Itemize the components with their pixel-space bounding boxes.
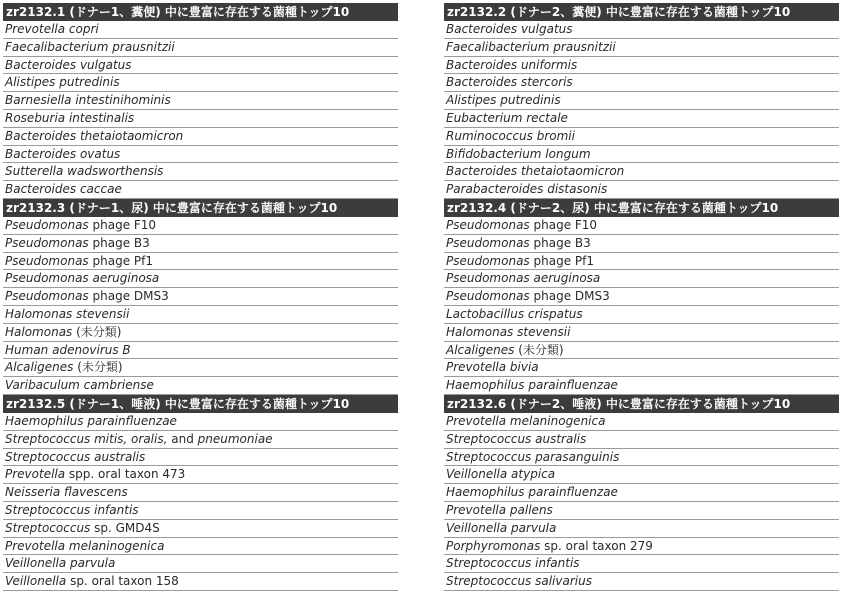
- table-row: [444, 235, 839, 253]
- table-row: [444, 306, 839, 324]
- table-row: [3, 466, 398, 484]
- species-name-part: Pseudomonas aeruginosa: [446, 271, 601, 286]
- species-name-part: phage DMS3: [529, 289, 610, 304]
- species-name-part: Halomonas stevensii: [5, 306, 130, 321]
- table-row: [3, 306, 398, 324]
- species-name-part: phage B3: [529, 235, 591, 250]
- species-name-part: Barnesiella intestinihominis: [5, 93, 171, 108]
- species-table: [3, 395, 398, 591]
- table-row: [3, 21, 398, 39]
- species-name-part: Streptococcus australis: [446, 431, 587, 446]
- species-name-part: Alistipes putredinis: [5, 75, 120, 90]
- table-title: zr2132.3 (ドナー1、尿) 中に豊富に存在する菌種トップ10: [3, 199, 398, 217]
- table-row: [3, 253, 398, 271]
- species-name-part: Eubacterium rectale: [446, 110, 568, 125]
- species-name-part: sp. GMD4S: [90, 520, 160, 535]
- table-row: [3, 431, 398, 449]
- species-name-part: Prevotella: [5, 467, 66, 482]
- species-name-part: phage F10: [88, 217, 157, 232]
- species-name-part: Varibaculum cambriense: [5, 378, 154, 393]
- table-row: [444, 377, 839, 395]
- species-name-part: Faecalibacterium prausnitzii: [446, 39, 616, 54]
- species-name-part: sp. oral taxon 279: [540, 538, 653, 553]
- species-name-part: Ruminococcus bromii: [446, 128, 575, 143]
- species-name-part: Bacteroides ovatus: [5, 146, 121, 161]
- table-row: [3, 217, 398, 235]
- table-row: [3, 502, 398, 520]
- table-row: [444, 181, 839, 199]
- table-row: [444, 92, 839, 110]
- table-row: [3, 359, 398, 377]
- species-name-part: Bacteroides vulgatus: [5, 57, 132, 72]
- species-table: [3, 199, 398, 395]
- species-name-part: Streptococcus: [5, 520, 91, 535]
- table-row: [444, 413, 839, 431]
- species-name-part: Porphyromonas: [446, 538, 541, 553]
- table-row: [3, 74, 398, 92]
- species-name-part: and: [167, 431, 198, 446]
- species-name-part: (未分類): [73, 360, 123, 375]
- species-name-part: Halomonas: [5, 324, 73, 339]
- species-name-part: (未分類): [514, 342, 564, 357]
- species-name-part: Prevotella melaninogenica: [446, 413, 606, 428]
- species-name-part: Parabacteroides distasonis: [446, 182, 608, 197]
- table-row: [444, 573, 839, 591]
- table-row: [444, 57, 839, 75]
- species-table: [3, 3, 398, 199]
- species-name-part: Haemophilus parainfluenzae: [5, 413, 177, 428]
- species-name-part: Prevotella bivia: [446, 360, 539, 375]
- species-name-part: Alcaligenes: [446, 342, 515, 357]
- species-name-part: phage Pf1: [88, 253, 153, 268]
- species-name-part: Human adenovirus B: [5, 342, 131, 357]
- table-row: [3, 57, 398, 75]
- table-title: zr2132.4 (ドナー2、尿) 中に豊富に存在する菌種トップ10: [444, 199, 839, 217]
- table-row: [3, 538, 398, 556]
- species-name-part: Veillonella parvula: [446, 520, 557, 535]
- species-name-part: Streptococcus parasanguinis: [446, 449, 620, 464]
- species-name-part: Lactobacillus crispatus: [446, 306, 583, 321]
- table-row: [3, 181, 398, 199]
- species-name-part: Alistipes putredinis: [446, 93, 561, 108]
- table-row: [444, 449, 839, 467]
- species-name-part: Sutterella wadsworthensis: [5, 164, 164, 179]
- table-row: [3, 288, 398, 306]
- species-name-part: Bacteroides thetaiotaomicron: [5, 128, 184, 143]
- species-name-part: sp. oral taxon 158: [66, 574, 179, 589]
- table-row: [444, 163, 839, 181]
- table-title: zr2132.6 (ドナー2、唾液) 中に豊富に存在する菌種トップ10: [444, 395, 839, 413]
- table-row: [444, 502, 839, 520]
- species-name-part: Pseudomonas: [5, 235, 89, 250]
- species-name-part: Pseudomonas: [446, 289, 530, 304]
- species-table: [444, 3, 839, 199]
- species-name-part: Haemophilus parainfluenzae: [446, 485, 618, 500]
- table-row: [3, 377, 398, 395]
- species-name-part: Veillonella: [5, 574, 67, 589]
- left-column: [3, 3, 398, 591]
- species-name-part: phage B3: [88, 235, 150, 250]
- table-row: [444, 359, 839, 377]
- table-row: [444, 21, 839, 39]
- table-row: [444, 128, 839, 146]
- table-title: zr2132.2 (ドナー2、糞便) 中に豊富に存在する菌種トップ10: [444, 3, 839, 21]
- table-row: [3, 146, 398, 164]
- table-row: [444, 555, 839, 573]
- table-row: [444, 270, 839, 288]
- species-name-part: Haemophilus parainfluenzae: [446, 378, 618, 393]
- species-name-part: Bifidobacterium longum: [446, 146, 591, 161]
- table-row: [444, 431, 839, 449]
- table-row: [3, 110, 398, 128]
- table-row: [3, 484, 398, 502]
- species-name-part: Prevotella pallens: [446, 502, 553, 517]
- species-name-part: (未分類): [72, 324, 122, 339]
- table-row: [444, 466, 839, 484]
- species-name-part: Pseudomonas: [5, 289, 89, 304]
- table-row: [444, 146, 839, 164]
- species-name-part: spp. oral taxon 473: [65, 467, 186, 482]
- species-name-part: Faecalibacterium prausnitzii: [5, 39, 175, 54]
- species-name-part: Bacteroides caccae: [5, 182, 122, 197]
- species-name-part: Prevotella copri: [5, 22, 99, 36]
- table-row: [444, 520, 839, 538]
- table-row: [3, 92, 398, 110]
- species-name-part: Prevotella melaninogenica: [5, 538, 165, 553]
- table-row: [444, 324, 839, 342]
- right-column: [444, 3, 839, 591]
- species-name-part: Bacteroides stercoris: [446, 75, 573, 90]
- table-row: [3, 520, 398, 538]
- species-name-part: Streptococcus infantis: [5, 502, 139, 517]
- table-row: [3, 270, 398, 288]
- table-row: [3, 39, 398, 57]
- species-name-part: Streptococcus mitis, oralis,: [5, 431, 168, 446]
- table-row: [444, 39, 839, 57]
- table-row: [3, 324, 398, 342]
- species-name-part: Neisseria flavescens: [5, 485, 128, 500]
- species-name-part: Bacteroides thetaiotaomicron: [446, 164, 625, 179]
- species-name-part: phage F10: [529, 217, 598, 232]
- species-name-part: Bacteroides vulgatus: [446, 22, 573, 36]
- table-row: [444, 538, 839, 556]
- species-name-part: Streptococcus infantis: [446, 556, 580, 571]
- species-name-part: Streptococcus salivarius: [446, 574, 592, 589]
- table-title: zr2132.1 (ドナー1、糞便) 中に豊富に存在する菌種トップ10: [3, 3, 398, 21]
- species-name-part: Pseudomonas: [446, 217, 530, 232]
- species-name-part: phage DMS3: [88, 289, 169, 304]
- species-name-part: Bacteroides uniformis: [446, 57, 578, 72]
- species-name-part: phage Pf1: [529, 253, 594, 268]
- species-table: [444, 395, 839, 591]
- table-row: [444, 217, 839, 235]
- species-table: [444, 199, 839, 395]
- table-row: [444, 484, 839, 502]
- species-name-part: pneumoniae: [197, 431, 273, 446]
- species-name-part: Roseburia intestinalis: [5, 110, 135, 125]
- table-row: [3, 413, 398, 431]
- table-row: [3, 573, 398, 591]
- species-name-part: Pseudomonas: [5, 217, 89, 232]
- table-row: [3, 342, 398, 360]
- species-name-part: Veillonella parvula: [5, 556, 116, 571]
- table-row: [444, 253, 839, 271]
- table-row: [3, 449, 398, 467]
- table-row: [444, 342, 839, 360]
- table-row: [3, 163, 398, 181]
- table-row: [3, 235, 398, 253]
- table-title: zr2132.5 (ドナー1、唾液) 中に豊富に存在する菌種トップ10: [3, 395, 398, 413]
- species-name-part: Streptococcus australis: [5, 449, 146, 464]
- species-name-part: Pseudomonas aeruginosa: [5, 271, 160, 286]
- table-row: [3, 555, 398, 573]
- species-name-part: Halomonas stevensii: [446, 324, 571, 339]
- table-row: [3, 128, 398, 146]
- species-name-part: Pseudomonas: [446, 253, 530, 268]
- table-row: [444, 74, 839, 92]
- species-name-part: Pseudomonas: [5, 253, 89, 268]
- species-name-part: Alcaligenes: [5, 360, 74, 375]
- table-row: [444, 110, 839, 128]
- species-name-part: Pseudomonas: [446, 235, 530, 250]
- species-name-part: Veillonella atypica: [446, 467, 556, 482]
- table-row: [444, 288, 839, 306]
